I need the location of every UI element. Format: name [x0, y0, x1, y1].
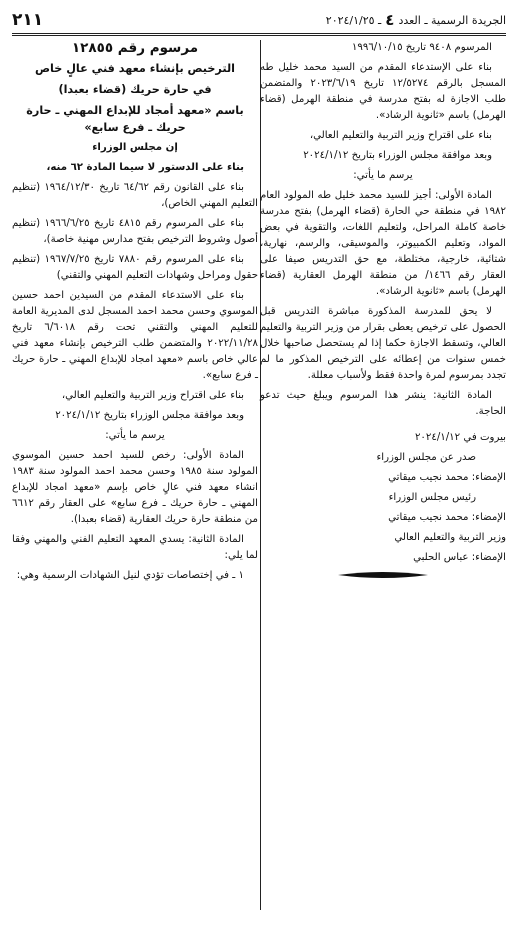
- law-basis-3: بناء على المرسوم رقم ٧٨٨٠ تاريخ ١٩٦٧/٧/٢٥ (تنظيم حقول ومراحل وشهادات التعليم المهني والتقني): [12, 254, 258, 281]
- decree-title-line1: الترخيص بإنشاء معهد فني عالٍ خاص: [35, 62, 235, 75]
- page-header: [12, 8, 506, 32]
- place-date: بيروت في ٢٠٢٤/١/١٢: [414, 432, 506, 443]
- decree-phrase: يرسم ما يأتي:: [353, 170, 413, 181]
- approval-paragraph: وبعد موافقة مجلس الوزراء بتاريخ ٢٠٢٤/١/١٢: [303, 150, 492, 161]
- header-rule-bottom: [12, 35, 506, 36]
- request-basis: بناء على الاستدعاء المقدم من السيدين احمد حسين الموسوي وحسن محمد احمد المسجل لدى المديرية العامة للتعليم المهني والتقني تحت رقم ٦/٦٠١٨ تاريخ ٢٠٢٢/١١/٢٨ والمتضمن طلب الترخيص بإنشاء معهد فني عالي خاص باسم «معهد امجاد للإبداع المهني ـ حارة حريك ـ فرع سابع».: [12, 290, 258, 381]
- decree-number: مرسوم رقم ١٢٨٥٥: [71, 40, 199, 56]
- request-paragraph: بناء على الإستدعاء المقدم من السيد محمد خليل طه المسجل بالرقم ١٢/٥٢٧٤ تاريخ ٢٠٢٣/٦/١٩ والمتضمن طلب الاجازة له بفتح مدرسة في منطقة الهرمل (قضاء الهرمل) باسم «ثانوية الرشاد».: [260, 62, 506, 121]
- proposal-paragraph: بناء على اقتراح وزير التربية والتعليم العالي،: [309, 130, 492, 141]
- gazette-name: الجريدة الرسمية ـ العدد: [398, 13, 506, 27]
- article-one: المادة الأولى: أجيز للسيد محمد خليل طه المولود العام ١٩٨٢ في منطقة حي الحارة (قضاء الهرمل) بفتح مدرسة خاصة كاملة المراحل، ولتعليم اللغات، والتقوية في بعض المواد، وتعليم الكمبيوتر، والموسيقى، والرسم، نهارية، شتائية، خارجية، مختلطة، مع حق التدريس صيفا على العقار رقم ١٤٦٦/ من منطقة الهرمل العقارية (قضاء الهرمل) باسم «ثانوية الرشاد».: [260, 190, 506, 297]
- header-rule-top: [12, 33, 506, 34]
- article-two: المادة الثانية: ينشر هذا المرسوم ويبلغ حيث تدعو الحاجة.: [260, 390, 506, 417]
- pm-title: رئيس مجلس الوزراء: [388, 492, 476, 503]
- minister-title: وزير التربية والتعليم العالي: [394, 532, 506, 543]
- article-two-item-1: ١ ـ في إختصاصات تؤدي لنيل الشهادات الرسمية وهي:: [16, 570, 244, 581]
- issued-by: صدر عن مجلس الوزراء: [376, 452, 476, 463]
- constitution-basis: بناء على الدستور لا سيما المادة ٦٢ منه،: [46, 162, 244, 173]
- council-heading: إن مجلس الوزراء: [92, 142, 178, 153]
- left-column: [12, 40, 258, 588]
- signature-2: الإمضاء: محمد نجيب ميقاتي: [388, 512, 506, 523]
- issue-date: ـ ٢٠٢٤/١/٢٥: [325, 13, 382, 27]
- law-basis-1: بناء على القانون رقم ٦٤/٦٢ تاريخ ١٩٦٤/١٢/٣٠ (تنظيم التعليم المهني الخاص)،: [12, 182, 258, 209]
- article-one-left: المادة الأولى: رخص للسيد احمد حسين الموسوي المولود سنة ١٩٨٥ وحسن محمد احمد المولود سنة ١٩٨٣ انشاء معهد فني عالٍ خاص بإسم «معهد امجاد للإبداع المهني ـ حارة حريك ـ فرع سابع» على العقار رقم ٦٦١٢ من منطقة حارة حريك العقارية (قضاء بعبدا).: [12, 450, 258, 525]
- issue-number: ٤: [385, 11, 395, 29]
- end-ornament-icon: [338, 570, 428, 580]
- decree-title-line2: في حارة حريك (قضاء بعبدا): [58, 83, 212, 96]
- decree-title-line3: باسم «معهد أمجاد للإبداع المهني ـ حارة حريك ـ فرع سابع»: [26, 104, 244, 134]
- decree-phrase-left: يرسم ما يأتي:: [105, 430, 165, 441]
- proposal-basis: بناء على اقتراح وزير التربية والتعليم العالي،: [61, 390, 244, 401]
- signature-3: الإمضاء: عباس الحلبي: [413, 552, 506, 563]
- article-two-left: المادة الثانية: يسدي المعهد التعليم الفني والمهني وفقا لما يلي:: [12, 534, 258, 561]
- right-column: [260, 40, 506, 580]
- signature-1: الإمضاء: محمد نجيب ميقاتي: [388, 472, 506, 483]
- page-number: ٢١١: [12, 10, 44, 30]
- decree-reference: المرسوم ٩٤٠٨ تاريخ ١٩٩٦/١٠/١٥: [351, 42, 492, 53]
- law-basis-2: بناء على المرسوم رقم ٤٨١٥ تاريخ ١٩٦٦/٦/٢٥ (تنظيم أصول وشروط الترخيص بفتح مدارس مهنية خاصة)،: [12, 218, 258, 245]
- article-one-condition: لا يحق للمدرسة المذكورة مباشرة التدريس قبل الحصول على ترخيص يعطى بقرار من وزير التربية والتعليم العالي، وتسقط الاجازة حكما إذا لم يستحصل صاحبها خلال خمس سنوات من إعطائه على الترخيص المذكور ما لم تجدد بمرسوم لمرة واحدة فقط ولأسباب معللة.: [260, 306, 506, 381]
- approval-basis: وبعد موافقة مجلس الوزراء بتاريخ ٢٠٢٤/١/١٢: [55, 410, 244, 421]
